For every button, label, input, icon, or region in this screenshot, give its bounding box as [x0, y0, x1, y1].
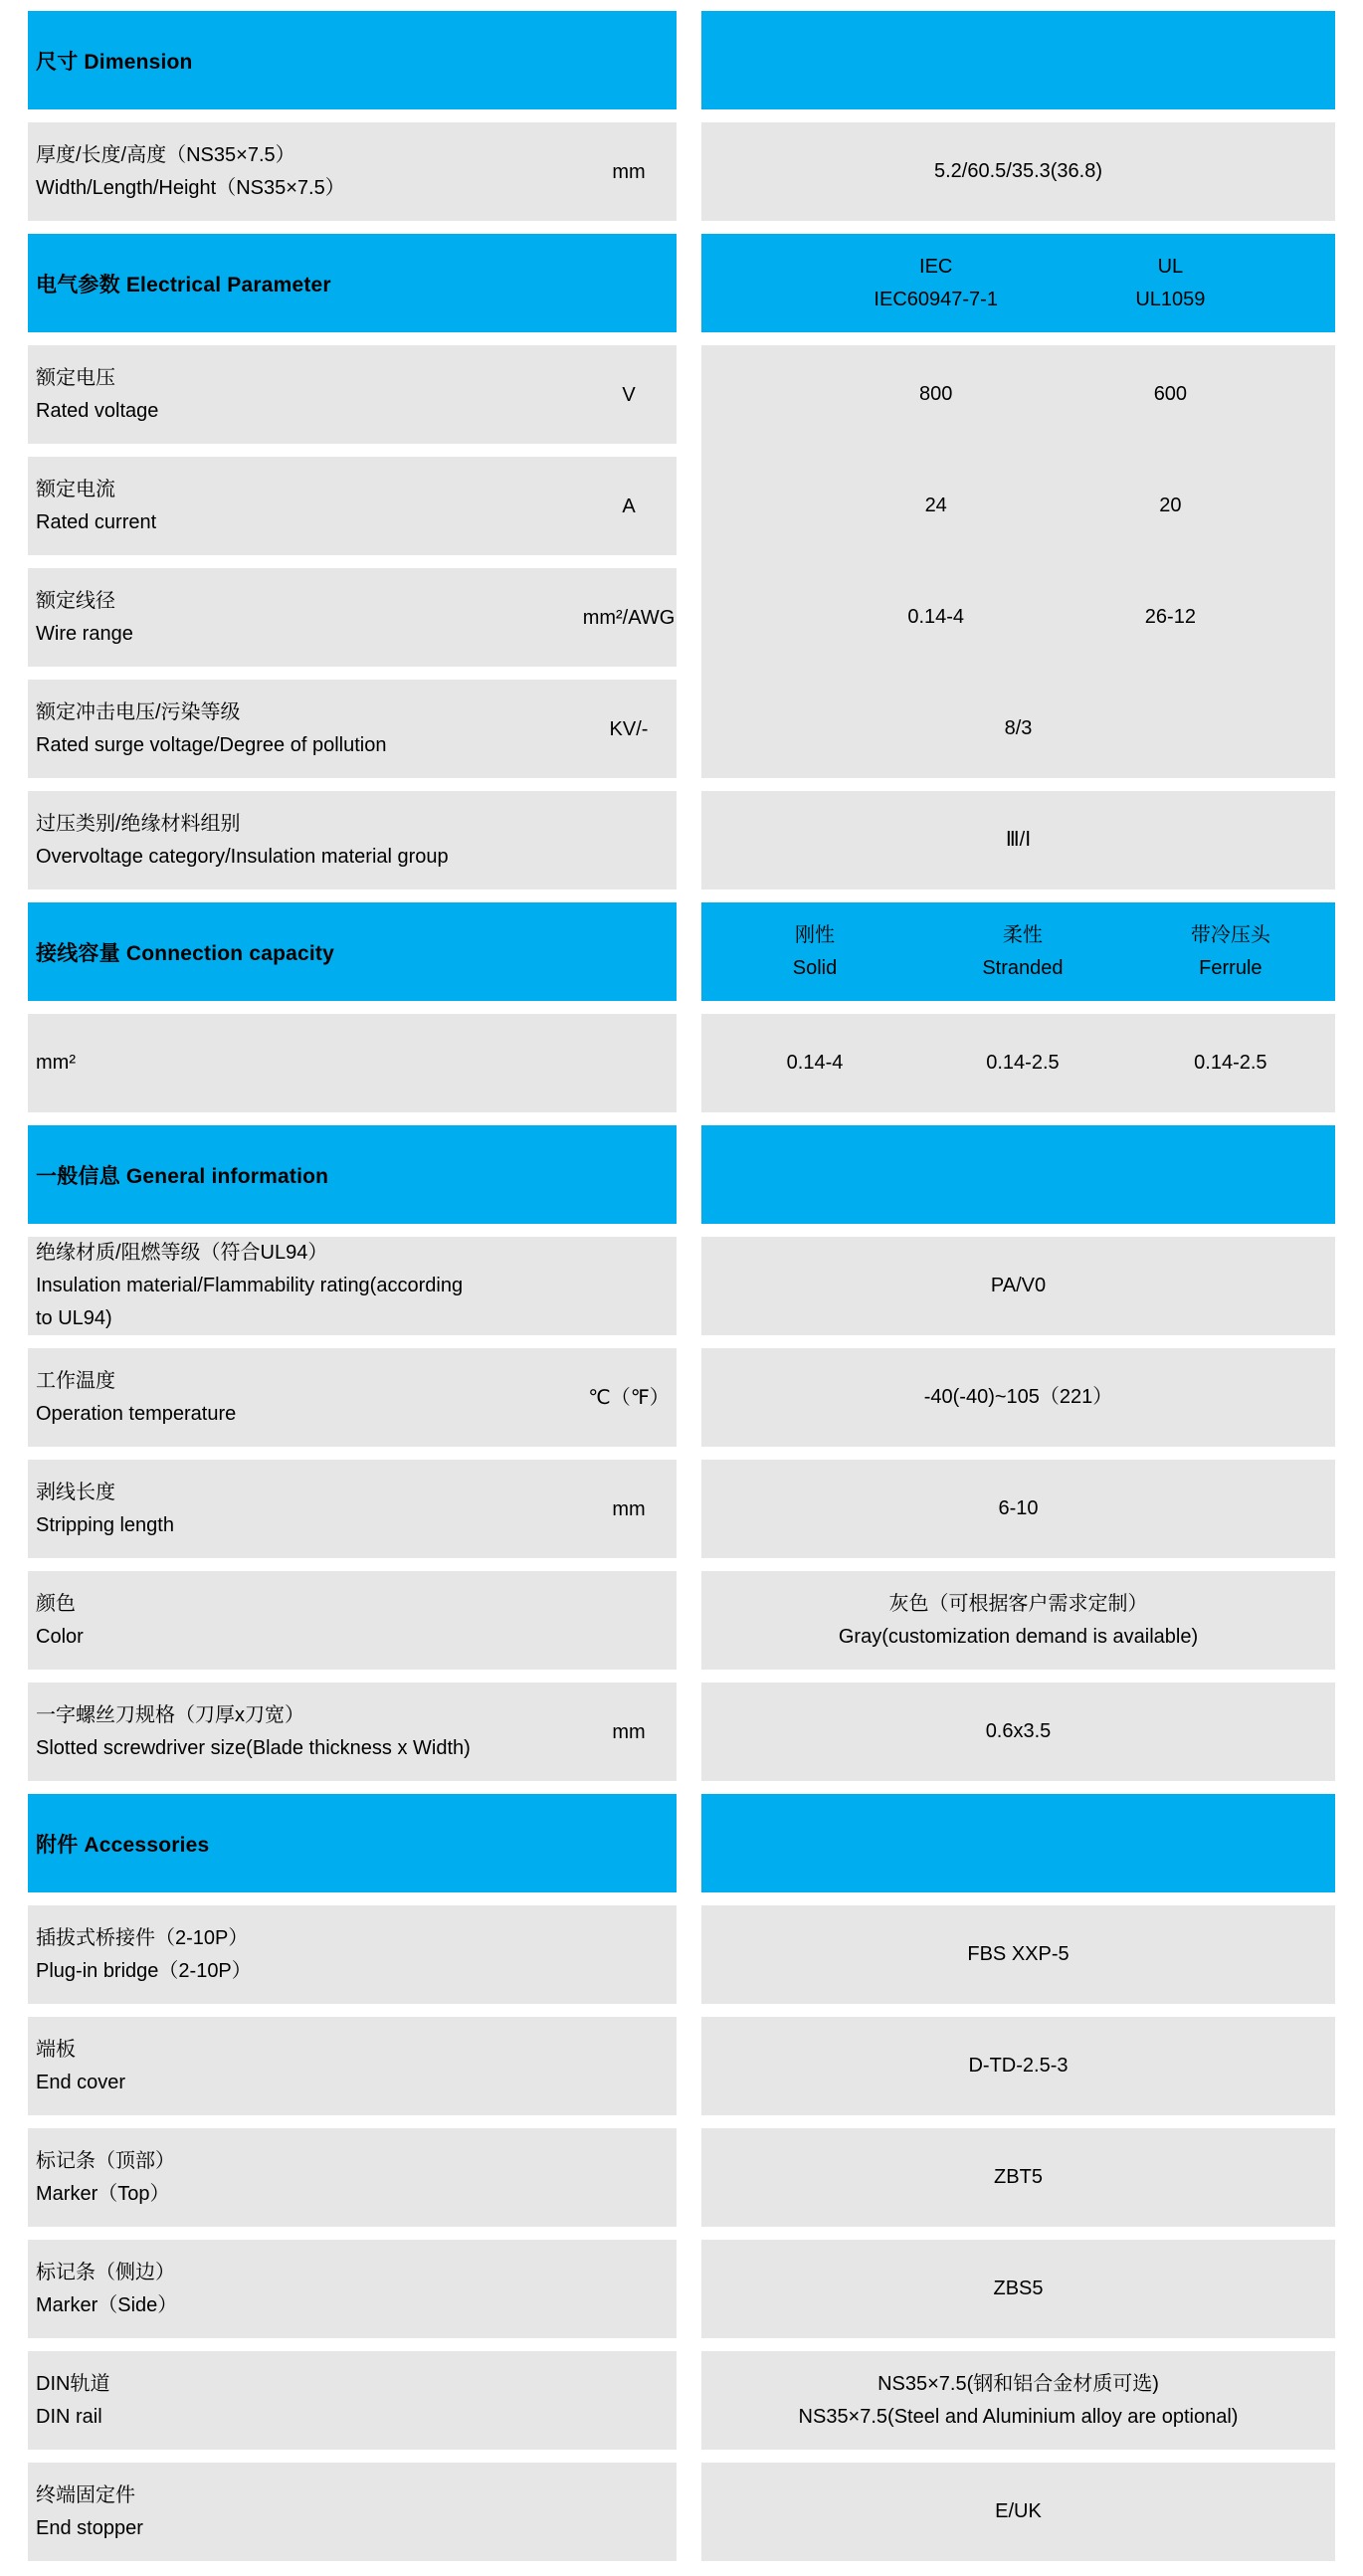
value-iec: 24 [924, 495, 947, 516]
column-en: Ferrule [1199, 956, 1263, 979]
param-en: Insulation material/Flammability rating(according to UL94) [36, 1275, 464, 1329]
electrical-header-title: 电气参数 Electrical Parameter [36, 273, 331, 297]
column-solid [711, 919, 919, 985]
value-text: D-TD-2.5-3 [968, 2055, 1069, 2077]
param-zh: 厚度/长度/高度（NS35×7.5） [36, 143, 295, 166]
value-cell-marker-side [701, 2240, 1335, 2338]
param-en: Width/Length/Height（NS35×7.5） [36, 176, 345, 199]
param-zh: 插拔式桥接件（2-10P） [36, 1926, 249, 1949]
param-cell-screwdriver [28, 1683, 677, 1781]
unit-label: KV/- [609, 717, 649, 740]
param-label [36, 1588, 474, 1654]
param-unit-label: mm² [36, 1052, 76, 1074]
value-text-en: NS35×7.5(Steel and Aluminium alloy are optional) [798, 2405, 1239, 2428]
param-zh: 绝缘材质/阻燃等级（符合UL94） [36, 1242, 328, 1264]
value-iec: 800 [919, 383, 953, 405]
standard-name: UL [1157, 255, 1184, 278]
value-text: -40(-40)~105（221） [923, 1386, 1113, 1408]
value-cell-bridge [701, 1905, 1335, 2004]
column-ferrule [1126, 919, 1334, 985]
dimension-header-spacer [701, 11, 1335, 109]
value-text: E/UK [995, 2500, 1042, 2522]
value-cell-color [701, 1571, 1335, 1670]
unit-label: mm [612, 160, 646, 183]
param-en: End stopper [36, 2516, 143, 2539]
connection-header-cell [28, 902, 677, 1001]
param-label [36, 2479, 474, 2545]
value-ul: 20 [1159, 495, 1182, 516]
electrical-labels [28, 345, 677, 778]
param-cell-wlh [28, 122, 677, 221]
unit-label: V [622, 383, 636, 406]
value-text-en: Gray(customization demand is available) [838, 1625, 1199, 1648]
standard-column-iec [819, 251, 1054, 316]
dimension-header-title: 尺寸 Dimension [36, 50, 193, 74]
value-cell-wlh [701, 122, 1335, 221]
row-wire-size-mm2 [28, 1014, 1335, 1112]
param-label [36, 2368, 474, 2434]
param-en: Slotted screwdriver size(Blade thickness x Width) [36, 1736, 471, 1759]
row-accessories-header [28, 1794, 1335, 1892]
accessories-header-cell [28, 1794, 677, 1892]
unit-label: mm [612, 1720, 646, 1743]
param-zh: 标记条（顶部） [36, 2149, 175, 2172]
param-cell-marker-side [28, 2240, 677, 2338]
param-en: Rated current [36, 510, 157, 533]
value-cell-screwdriver [701, 1683, 1335, 1781]
param-zh: 一字螺丝刀规格（刀厚x刀宽） [36, 1703, 304, 1726]
param-en: Color [36, 1625, 84, 1648]
value-cell-din-rail [701, 2351, 1335, 2450]
row-overvoltage-category [28, 791, 1335, 890]
value-cell-temperature [701, 1348, 1335, 1447]
row-marker-side [28, 2240, 1335, 2338]
column-zh: 柔性 [1002, 923, 1043, 946]
standard-code: UL1059 [1135, 288, 1206, 310]
row-plug-in-bridge [28, 1905, 1335, 2004]
row-width-length-height [28, 122, 1335, 221]
value-cell-stripping [701, 1460, 1335, 1558]
value-text: ZBT5 [994, 2166, 1043, 2188]
value-band-wire-range [701, 568, 1335, 667]
value-text: FBS XXP-5 [967, 1943, 1070, 1965]
value-text-zh: 灰色（可根据客户需求定制） [888, 1592, 1148, 1615]
value-text: ZBS5 [993, 2278, 1044, 2299]
param-cell-end-stopper [28, 2463, 677, 2561]
column-en: Stranded [982, 956, 1064, 979]
value-text: 0.6x3.5 [985, 1720, 1052, 1742]
param-en: Rated voltage [36, 399, 159, 422]
param-label [36, 362, 474, 428]
param-cell-temperature [28, 1348, 677, 1447]
param-label [36, 2257, 474, 2322]
row-rated-surge-voltage [28, 680, 677, 778]
row-rated-voltage [28, 345, 677, 444]
dimension-header-cell [28, 11, 677, 109]
param-zh: 额定电压 [36, 366, 115, 389]
param-label [36, 1477, 474, 1542]
param-zh: 标记条（侧边） [36, 2261, 175, 2283]
param-label [36, 2034, 474, 2099]
unit-label: mm [612, 1497, 646, 1520]
value-cell-overvoltage [701, 791, 1335, 890]
general-header-spacer [701, 1125, 1335, 1224]
value-stranded: 0.14-2.5 [986, 1052, 1060, 1074]
param-en: Marker（Side） [36, 2293, 178, 2316]
value-band-surge-voltage [701, 680, 1335, 778]
value-ul: 26-12 [1144, 606, 1196, 628]
value-cell-end-cover [701, 2017, 1335, 2115]
general-header-cell [28, 1125, 677, 1224]
row-screwdriver-size [28, 1683, 1335, 1781]
row-operation-temperature [28, 1348, 1335, 1447]
connection-columns-cell [701, 902, 1335, 1001]
value-solid: 0.14-4 [786, 1052, 844, 1074]
value-text: 8/3 [1004, 717, 1033, 739]
param-cell-stripping [28, 1460, 677, 1558]
param-en: Wire range [36, 622, 133, 645]
param-cell-color [28, 1571, 677, 1670]
param-label [36, 1237, 474, 1335]
row-general-header [28, 1125, 1335, 1224]
param-en: Operation temperature [36, 1402, 237, 1425]
accessories-header-spacer [701, 1794, 1335, 1892]
param-en: Marker（Top） [36, 2182, 170, 2205]
standard-column-ul [1054, 251, 1288, 316]
value-ferrule: 0.14-2.5 [1194, 1052, 1267, 1074]
param-zh: 过压类别/绝缘材料组别 [36, 812, 241, 835]
param-cell-overvoltage [28, 791, 677, 890]
param-label [36, 474, 474, 539]
row-rated-current [28, 457, 677, 555]
param-zh: 端板 [36, 2038, 76, 2061]
param-zh: 额定冲击电压/污染等级 [36, 700, 241, 723]
param-zh: 额定电流 [36, 478, 115, 500]
value-iec: 0.14-4 [907, 606, 965, 628]
param-cell-din-rail [28, 2351, 677, 2450]
param-zh: 剥线长度 [36, 1481, 115, 1503]
param-en: Overvoltage category/Insulation material group [36, 845, 449, 868]
row-din-rail [28, 2351, 1335, 2450]
row-color [28, 1571, 1335, 1670]
row-connection-header [28, 902, 1335, 1001]
row-wire-range [28, 568, 677, 667]
value-ul: 600 [1153, 383, 1188, 405]
standard-code: IEC60947-7-1 [874, 288, 998, 310]
param-label [36, 1365, 474, 1431]
value-text: Ⅲ/Ⅰ [1005, 829, 1032, 851]
param-zh: 额定线径 [36, 589, 115, 612]
value-text-zh: NS35×7.5(钢和铝合金材质可选) [877, 2372, 1159, 2395]
row-insulation-material [28, 1237, 1335, 1335]
row-electrical-header [28, 234, 1335, 332]
row-end-stopper [28, 2463, 1335, 2561]
unit-label: mm²/AWG [582, 606, 676, 629]
connection-header-title: 接线容量 Connection capacity [36, 941, 335, 965]
value-text: PA/V0 [990, 1275, 1047, 1296]
param-zh: 工作温度 [36, 1369, 115, 1392]
general-header-title: 一般信息 General information [36, 1164, 329, 1188]
standard-name: IEC [919, 255, 953, 278]
param-label [36, 1699, 474, 1765]
value-band-rated-current [701, 457, 1335, 555]
param-cell-mm2 [28, 1014, 677, 1112]
accessories-header-title: 附件 Accessories [36, 1833, 210, 1857]
electrical-standards-cell [701, 234, 1335, 332]
param-en: Rated surge voltage/Degree of pollution [36, 733, 387, 756]
electrical-values-block [701, 345, 1335, 778]
column-zh: 刚性 [795, 923, 835, 946]
param-cell-marker-top [28, 2128, 677, 2227]
unit-label: ℃（℉） [588, 1386, 670, 1409]
param-cell-end-cover [28, 2017, 677, 2115]
param-label [36, 808, 474, 874]
param-label [36, 1047, 474, 1080]
param-en: End cover [36, 2071, 126, 2093]
column-stranded [918, 919, 1126, 985]
value-cell-marker-top [701, 2128, 1335, 2227]
row-marker-top [28, 2128, 1335, 2227]
param-label [36, 1922, 474, 1988]
column-zh: 带冷压头 [1190, 923, 1270, 946]
value-text: 5.2/60.5/35.3(36.8) [933, 160, 1102, 182]
value-cell-capacity [701, 1014, 1335, 1112]
param-zh: 颜色 [36, 1592, 76, 1615]
unit-label: A [622, 495, 636, 517]
param-zh: 终端固定件 [36, 2483, 135, 2506]
param-label [36, 585, 474, 651]
value-text: 6-10 [998, 1497, 1039, 1519]
value-cell-end-stopper [701, 2463, 1335, 2561]
param-zh: DIN轨道 [36, 2372, 110, 2395]
row-stripping-length [28, 1460, 1335, 1558]
param-cell-bridge [28, 1905, 677, 2004]
column-en: Solid [792, 956, 838, 979]
param-label [36, 2145, 474, 2211]
param-label-wlh [36, 139, 474, 205]
row-dimension-header [28, 11, 1335, 109]
row-end-cover [28, 2017, 1335, 2115]
value-cell-insulation [701, 1237, 1335, 1335]
param-en: Plug-in bridge（2-10P） [36, 1959, 252, 1982]
param-en: DIN rail [36, 2405, 102, 2428]
param-label [36, 696, 474, 762]
param-en: Stripping length [36, 1513, 174, 1536]
param-cell-insulation [28, 1237, 677, 1335]
electrical-section-body [28, 345, 1335, 778]
electrical-header-cell [28, 234, 677, 332]
value-band-rated-voltage [701, 345, 1335, 444]
